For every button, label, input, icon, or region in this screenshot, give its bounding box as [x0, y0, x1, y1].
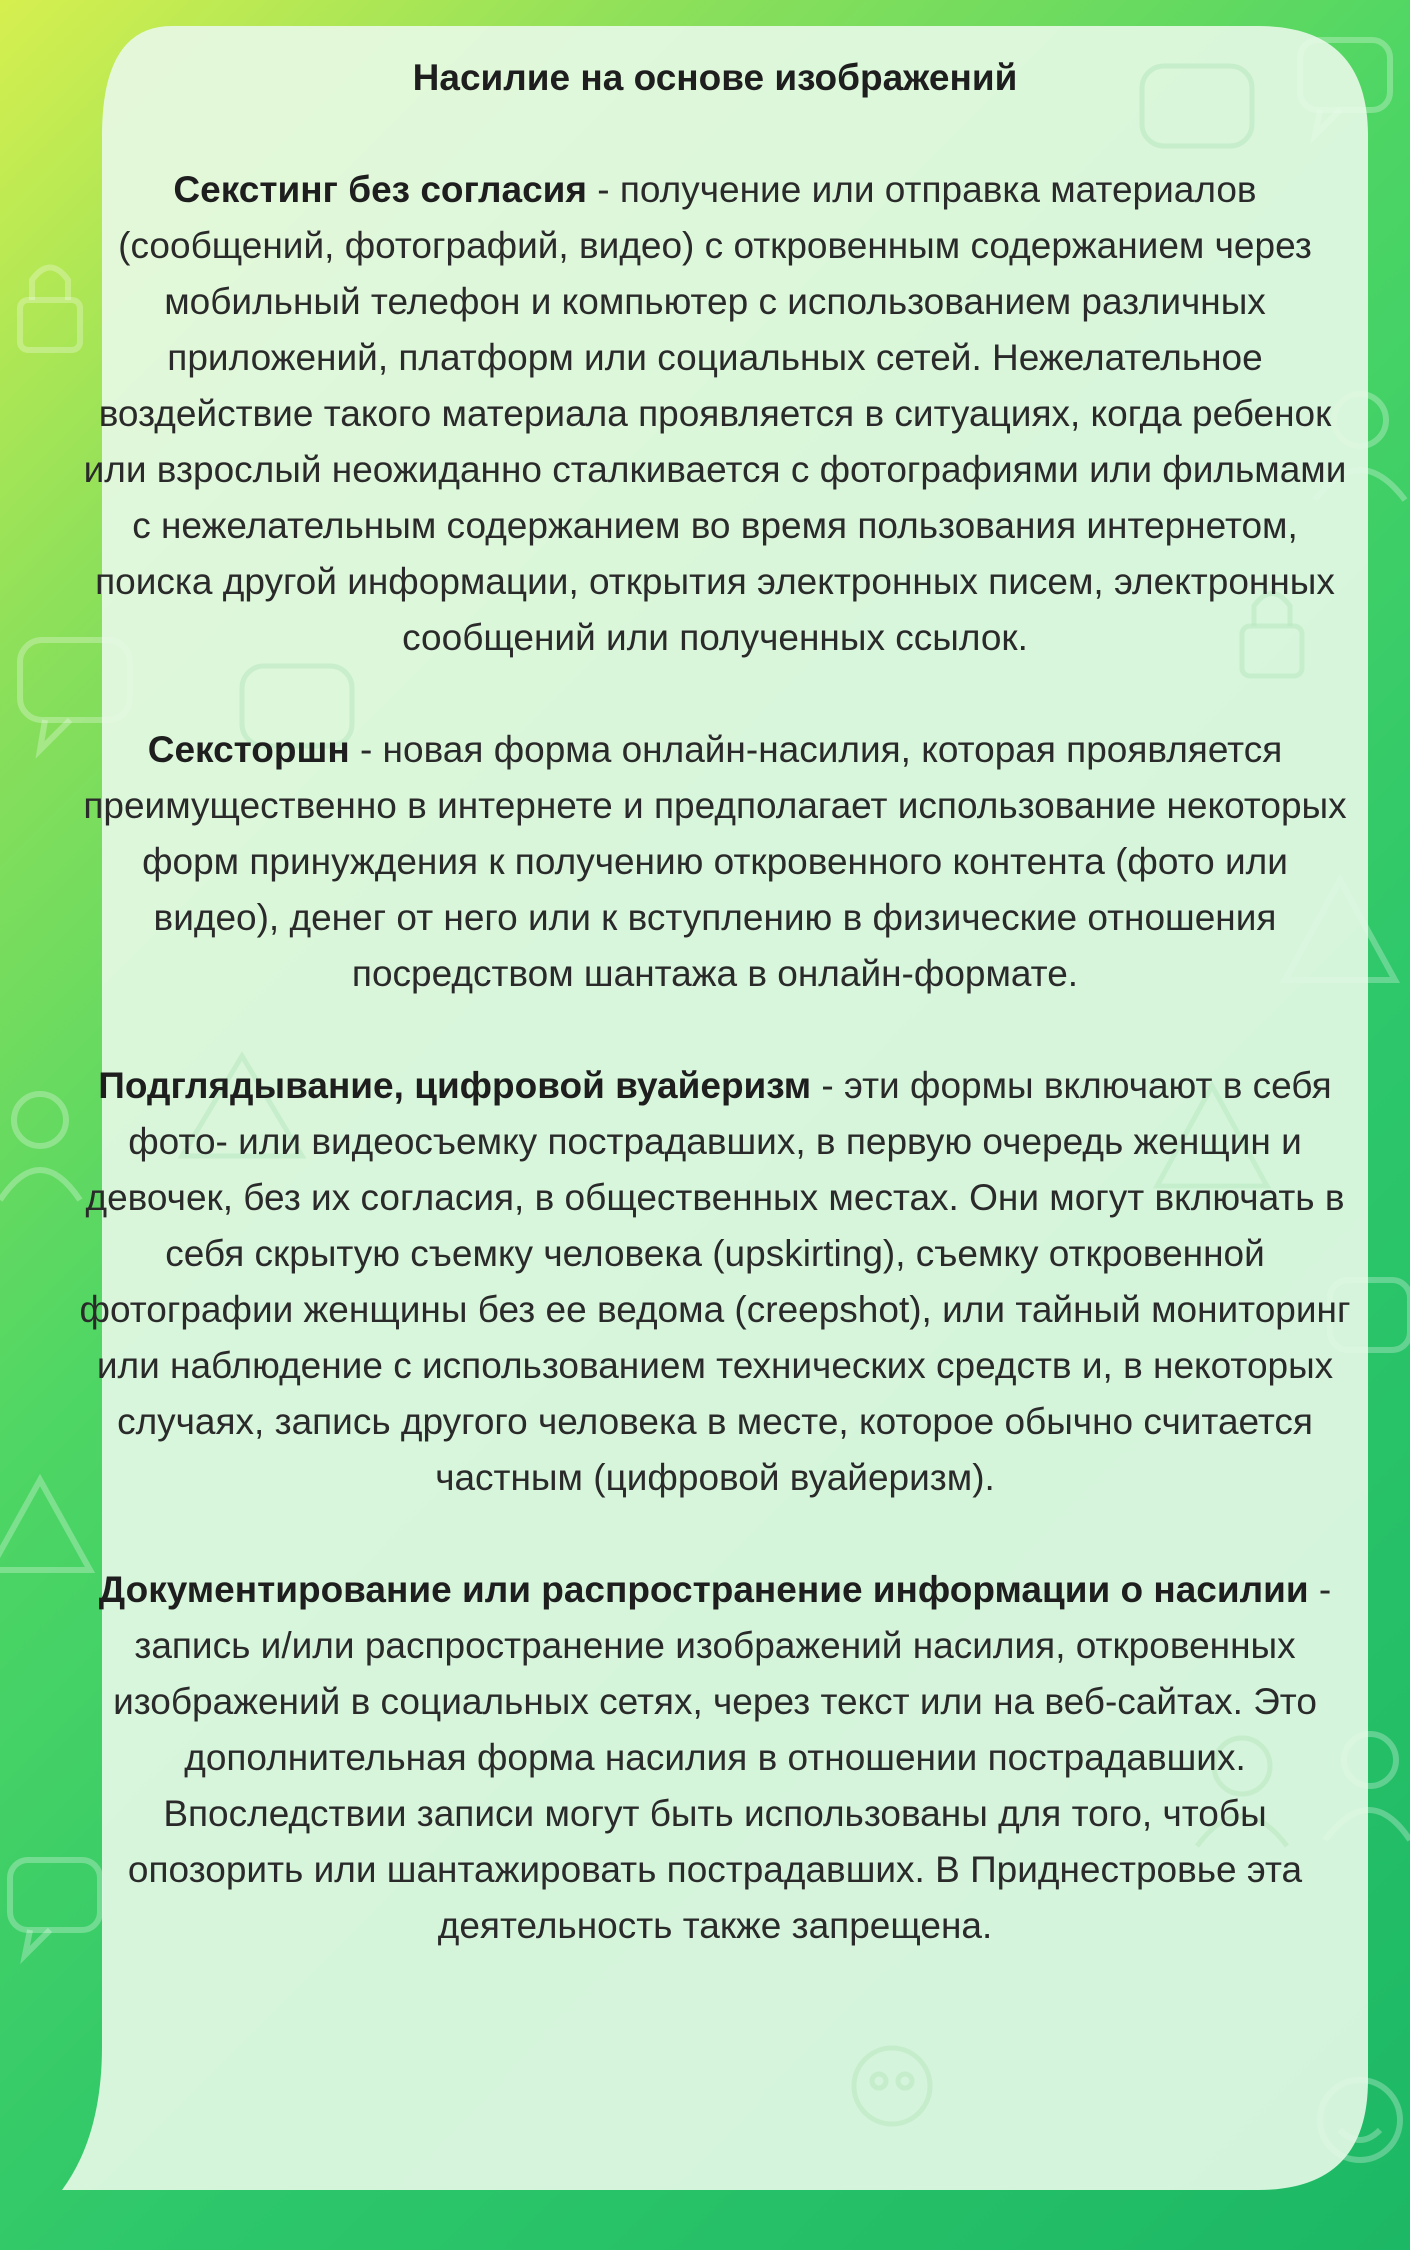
section-documenting: [76, 1562, 1354, 1954]
section-term: Сексторшн: [147, 729, 350, 770]
section-sexting: [76, 162, 1354, 666]
section-term: Подглядывание, цифровой вуайеризм: [98, 1065, 812, 1106]
section-text: - новая форма онлайн-насилия, которая проявляется преимущественно в интернете и предполагает использование некоторых форм принуждения к получению откровенного контента (фото или видео), денег от него или к вступлению в физические отношения посредством шантажа в онлайн-формате.: [83, 729, 1347, 994]
document-title: Насилие на основе изображений: [412, 57, 1018, 98]
section-term: Документирование или распространение информации о насилии: [98, 1569, 1309, 1610]
section-term: Секстинг без согласия: [173, 169, 587, 210]
section-text: - получение или отправка материалов (сообщений, фотографий, видео) с откровенным содержанием через мобильный телефон и компьютер с использованием различных приложений, платформ или социальных сетей. Нежелательное воздействие такого материала проявляется в ситуациях, когда ребенок или взрослый неожиданно сталкивается с фотографиями или фильмами с нежелательным содержанием во время пользования интернетом, поиска другой информации, открытия электронных писем, электронных сообщений или полученных ссылок.: [83, 169, 1347, 658]
section-text: - запись и/или распространение изображений насилия, откровенных изображений в социальных сетях, через текст или на веб-сайтах. Это дополнительная форма насилия в отношении пострадавших. Впоследствии записи могут быть использованы для того, чтобы опозорить или шантажировать пострадавших. В Приднестровье эта деятельность также запрещена.: [113, 1569, 1332, 1946]
section-voyeurism: [76, 1058, 1354, 1506]
section-text: - эти формы включают в себя фото- или видеосъемку пострадавших, в первую очередь женщин и девочек, без их согласия, в общественных местах. Они могут включать в себя скрытую съемку человека (upskirting), съемку откровенной фотографии женщины без ее ведома (creepshot), или тайный мониторинг или наблюдение с использованием технических средств и, в некоторых случаях, запись другого человека в месте, которое обычно считается частным (цифровой вуайеризм).: [79, 1065, 1351, 1498]
section-sextortion: [76, 722, 1354, 1002]
document-content: [62, 26, 1368, 2010]
